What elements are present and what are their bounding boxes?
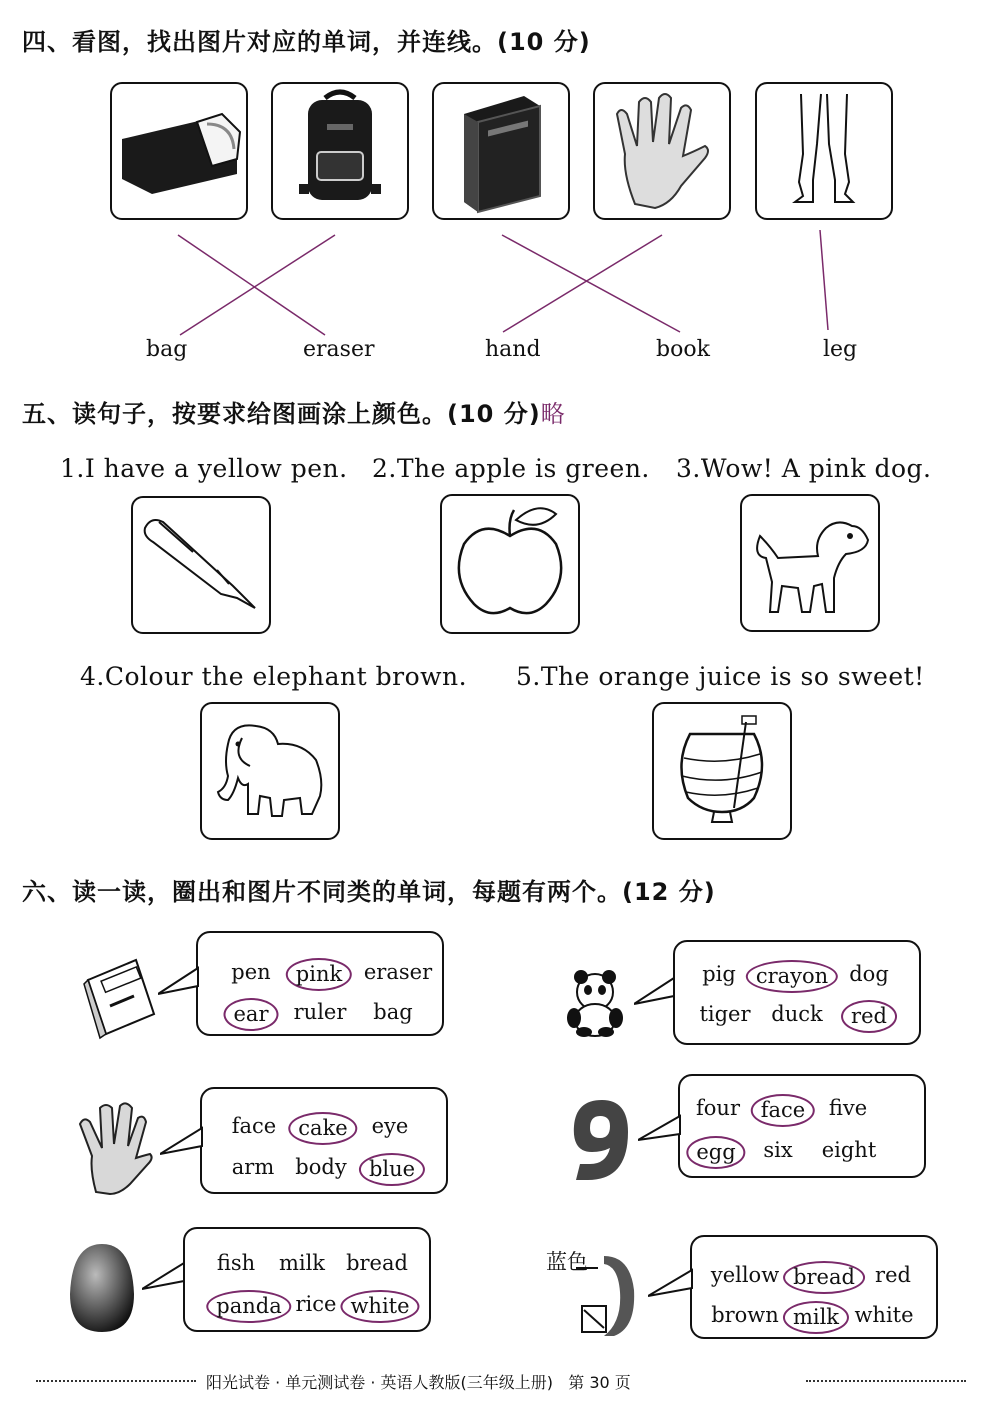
leg-icon <box>757 84 891 218</box>
picture-apple[interactable] <box>440 494 580 634</box>
section5-title-text: 五、读句子，按要求给图画涂上颜色。(10 分) <box>22 400 541 428</box>
picture-book <box>432 82 570 220</box>
choice-word[interactable]: face <box>231 1114 277 1138</box>
section5-note: 略 <box>540 400 566 428</box>
choice-word[interactable]: dog <box>849 962 889 986</box>
choice-word[interactable]: eraser <box>363 960 433 984</box>
word-bubble-5 <box>183 1227 431 1332</box>
sentence-5: 5.The orange juice is so sweet! <box>516 662 925 691</box>
match-line-eraser <box>178 235 325 335</box>
crayon-colour-label: 蓝色 <box>546 1250 588 1274</box>
choice-word[interactable]: pen <box>231 960 271 984</box>
choice-word[interactable]: ruler <box>293 1000 347 1024</box>
picture-hand <box>593 82 731 220</box>
circled-word[interactable]: egg <box>686 1136 745 1169</box>
footer-divider-left <box>36 1380 196 1382</box>
choice-word[interactable]: duck <box>771 1002 823 1026</box>
section4-title: 四、看图，找出图片对应的单词，并连线。(10 分) <box>22 28 591 56</box>
picture-eraser <box>110 82 248 220</box>
circled-word[interactable]: white <box>340 1290 419 1323</box>
word-bubble-2 <box>673 940 921 1045</box>
choice-word[interactable]: body <box>295 1155 347 1179</box>
choice-word[interactable]: tiger <box>699 1002 751 1026</box>
word-bag: bag <box>146 337 188 362</box>
circled-word[interactable]: red <box>841 1000 897 1033</box>
bubble-pointer-2 <box>634 970 676 1010</box>
circled-word[interactable]: cake <box>288 1112 357 1145</box>
match-line-hand <box>503 235 662 332</box>
choice-word[interactable]: rice <box>295 1292 337 1316</box>
bubble-pointer-3 <box>160 1120 204 1160</box>
crayon-icon <box>574 1250 640 1340</box>
book-icon <box>434 84 568 218</box>
sentence-2: 2.The apple is green. <box>372 454 650 483</box>
matching-lines <box>0 220 1000 340</box>
picture-leg <box>755 82 893 220</box>
eraser-icon <box>112 84 246 218</box>
choice-word[interactable]: six <box>763 1138 793 1162</box>
sentence-3: 3.Wow! A pink dog. <box>676 454 932 483</box>
word-eraser: eraser <box>303 337 375 362</box>
picture-elephant[interactable] <box>200 702 340 840</box>
picture-juice[interactable] <box>652 702 792 840</box>
panda-icon <box>560 968 630 1038</box>
picture-dog[interactable] <box>740 494 880 632</box>
picture-bag <box>271 82 409 220</box>
circled-word[interactable]: blue <box>359 1153 425 1186</box>
match-line-book <box>502 235 680 332</box>
circled-word[interactable]: pink <box>286 958 352 991</box>
apple-icon <box>442 496 578 632</box>
circled-word[interactable]: bread <box>783 1261 865 1294</box>
nine-icon <box>566 1096 636 1182</box>
word-leg: leg <box>823 337 858 362</box>
footer-divider-right <box>806 1380 966 1382</box>
choice-word[interactable]: five <box>828 1096 868 1120</box>
egg-icon <box>66 1240 138 1336</box>
bag-icon <box>273 84 407 218</box>
hand-icon <box>595 84 729 218</box>
footer-text: 阳光试卷 · 单元测试卷 · 英语人教版(三年级上册) 第 30 页 <box>206 1373 631 1392</box>
circled-word[interactable]: milk <box>783 1301 849 1334</box>
circled-word[interactable]: face <box>751 1094 815 1127</box>
bubble-pointer-5 <box>142 1255 186 1295</box>
choice-word[interactable]: eight <box>821 1138 877 1162</box>
sentence-4: 4.Colour the elephant brown. <box>80 662 468 691</box>
choice-word[interactable]: milk <box>278 1251 326 1275</box>
word-book: book <box>656 337 710 362</box>
elephant-icon <box>202 704 338 838</box>
choice-word[interactable]: fish <box>216 1251 256 1275</box>
match-line-bag <box>180 235 335 335</box>
bubble-pointer-4 <box>638 1110 682 1150</box>
section6-title: 六、读一读，圈出和图片不同类的单词，每题有两个。(12 分) <box>22 878 716 906</box>
word-bubble-3 <box>200 1087 448 1194</box>
choice-word[interactable]: bread <box>346 1251 408 1275</box>
dog-icon <box>742 496 878 630</box>
juice-icon <box>654 704 790 838</box>
pen-icon <box>133 498 269 632</box>
word-hand: hand <box>485 337 541 362</box>
word-bubble-4 <box>678 1074 926 1178</box>
word-bubble-1 <box>196 931 444 1036</box>
choice-word[interactable]: white <box>854 1303 914 1327</box>
section5-title <box>22 394 566 429</box>
choice-word[interactable]: bag <box>373 1000 413 1024</box>
sentence-1: 1.I have a yellow pen. <box>60 454 348 483</box>
choice-word[interactable]: four <box>696 1096 740 1120</box>
choice-word[interactable]: pig <box>702 962 736 986</box>
circled-word[interactable]: ear <box>224 998 279 1031</box>
choice-word[interactable]: eye <box>371 1114 409 1138</box>
circled-word[interactable]: crayon <box>746 960 838 993</box>
match-line-leg <box>820 230 828 330</box>
word-bubble-6 <box>690 1235 938 1339</box>
book-icon <box>80 950 160 1040</box>
choice-word[interactable]: yellow <box>710 1263 780 1287</box>
choice-word[interactable]: arm <box>231 1155 275 1179</box>
bubble-pointer-1 <box>158 960 200 1000</box>
picture-pen[interactable] <box>131 496 271 634</box>
choice-word[interactable]: red <box>875 1263 911 1287</box>
bubble-pointer-6 <box>648 1262 694 1302</box>
circled-word[interactable]: panda <box>206 1290 291 1323</box>
choice-word[interactable]: brown <box>711 1303 779 1327</box>
hand-icon <box>74 1100 154 1196</box>
